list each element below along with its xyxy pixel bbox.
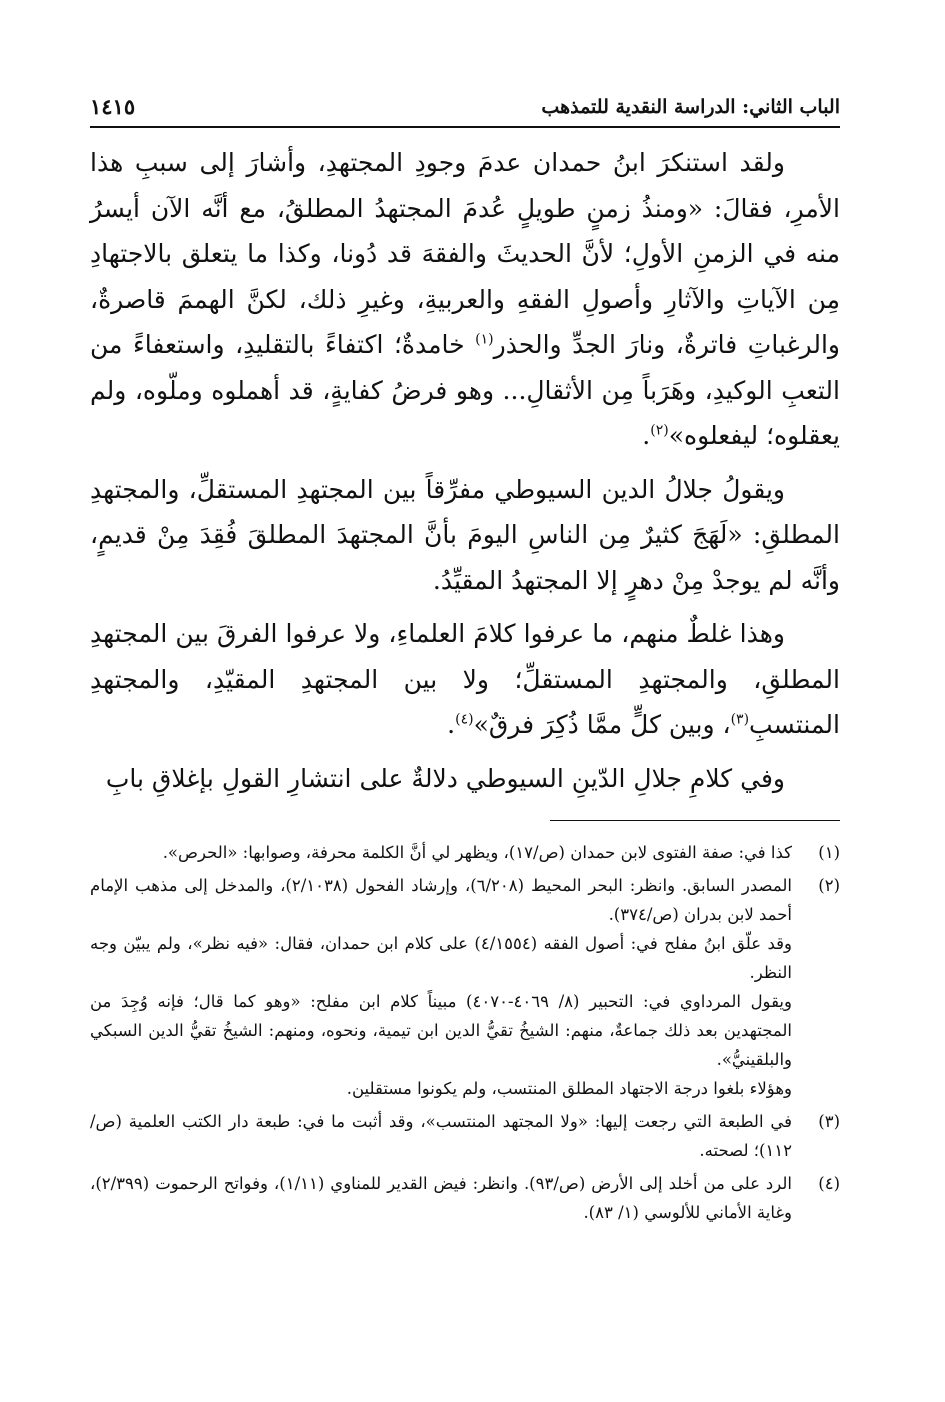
- paragraph-text: وهذا غلطٌ منهم، ما عرفوا كلامَ العلماءِ، ولا عرفوا الفرقَ بين المجتهدِ المطلقِ، والمجتهدِ المستقلِّ؛ ولا بين المجتهدِ المقيّدِ، والمجتهدِ المنتسبِ: [90, 619, 840, 739]
- paragraph: [90, 611, 840, 748]
- footnote: [90, 1169, 840, 1227]
- footnote-number: (١): [818, 843, 840, 862]
- paragraph-text: ، وبين كلٍّ ممَّا ذُكِرَ فرقٌ»: [473, 710, 731, 739]
- footnote-text: المصدر السابق. وانظر: البحر المحيط (٦/٢٠٨)، وإرشاد الفحول (٢/١٠٣٨)، والمدخل إلى مذهب الإمام أحمد لابن بدران (ص/٣٧٤).: [90, 876, 793, 924]
- footnote: [90, 1107, 840, 1165]
- paragraph-text: خامدةٌ؛ اكتفاءً بالتقليدِ، واستعفاءً من التعبِ الوكيدِ، وهَرَباً مِن الأثقالِ... وهو فرضُ كفايةٍ، قد أهملوه وملّوه، ولم يعقلوه؛ ليفعلوه»: [90, 330, 840, 450]
- paragraph-text: .: [642, 421, 651, 450]
- paragraph: [90, 756, 840, 802]
- footnote-number: (٢): [818, 876, 840, 895]
- footnote-ref: (٣): [730, 711, 750, 728]
- footnote-text: ويقول المرداوي في: التحبير (٨/ ٤٠٦٩-٤٠٧٠) مبيناً كلام ابن مفلح: «وهو كما قال؛ فإنه وُجِدَ من المجتهدين بعد ذلك جماعةٌ، منهم: الشيخُ تقيُّ الدين ابن تيمية، ونحوه، ومنهم: الشيخُ تقيُّ الدين السبكي والبلقينيُّ».: [90, 992, 792, 1069]
- footnote: [90, 871, 840, 1103]
- chapter-title: الباب الثاني: الدراسة النقدية للتمذهب: [541, 96, 840, 118]
- footnote-number: (٣): [818, 1112, 840, 1131]
- footnote-text: كذا في: صفة الفتوى لابن حمدان (ص/١٧)، ويظهر لي أنَّ الكلمة محرفة، وصوابها: «الحرص».: [162, 843, 792, 862]
- paragraph: [90, 140, 840, 459]
- footnote-divider: [550, 820, 840, 821]
- footnote-number: (٤): [818, 1174, 840, 1193]
- footnote-text: وقد علّق ابنُ مفلح في: أصول الفقه (٤/١٥٥٤) على كلام ابن حمدان، فقال: «فيه نظر»، ولم يبيّن وجه النظر.: [90, 934, 792, 982]
- footnotes: [90, 838, 840, 1231]
- page-number: ١٤١٥: [90, 94, 136, 119]
- paragraph-text: ولقد استنكرَ ابنُ حمدان عدمَ وجودِ المجتهدِ، وأشارَ إلى سببِ هذا الأمرِ، فقالَ: «ومنذُ زمنٍ طويلٍ عُدمَ المجتهدُ المطلقُ، مع أنَّه الآن أيسرُ منه في الزمنِ الأولِ؛ لأنَّ الحديثَ والفقهَ قد دُونا، وكذا ما يتعلق بالاجتهادِ مِن الآياتِ والآثارِ وأصولِ الفقهِ والعربيةِ، وغيرِ ذلك، لكنَّ الهممَ قاصرةٌ، والرغباتِ فاترةٌ، ونارَ الجدِّ والحذر: [90, 148, 840, 359]
- paragraph-text: وفي كلامِ جلالِ الدّينِ السيوطي دلالةٌ على انتشارِ القولِ بإغلاقِ بابِ: [105, 763, 785, 793]
- footnote-text: وهؤلاء بلغوا درجة الاجتهاد المطلق المنتسب، ولم يكونوا مستقلين.: [346, 1079, 792, 1098]
- paragraph-text: ويقولُ جلالُ الدين السيوطي مفرِّقاً بين المجتهدِ المستقلِّ، والمجتهدِ المطلقِ: «لَهَجَ كثيرٌ مِن الناسِ اليومَ بأنَّ المجتهدَ المطلقَ فُقِدَ مِنْ قديمٍ، وأنَّه لم يوجدْ مِنْ دهرٍ إلا المجتهدُ المقيِّدُ.: [90, 474, 840, 595]
- footnote-ref: (٤): [455, 711, 474, 728]
- paragraph: [90, 467, 840, 604]
- footnote-text: الرد على من أخلد إلى الأرض (ص/٩٣). وانظر: فيض القدير للمناوي (١/١١)، وفواتح الرحموت (٢/٣٩٩)، وغاية الأماني للألوسي (١/ ٨٣).: [90, 1174, 792, 1222]
- paragraph-text: .: [447, 710, 456, 739]
- footnote-ref: (٢): [650, 422, 669, 439]
- main-text: [90, 140, 840, 801]
- footnote-text: في الطبعة التي رجعت إليها: «ولا المجتهد المنتسب»، وقد أثبت ما في: طبعة دار الكتب العلمية (ص/١١٢)؛ لصحته.: [90, 1112, 792, 1160]
- footnote: [90, 838, 840, 867]
- footnote-ref: (١): [475, 331, 494, 348]
- running-header: [90, 90, 840, 128]
- book-page: [90, 90, 840, 1350]
